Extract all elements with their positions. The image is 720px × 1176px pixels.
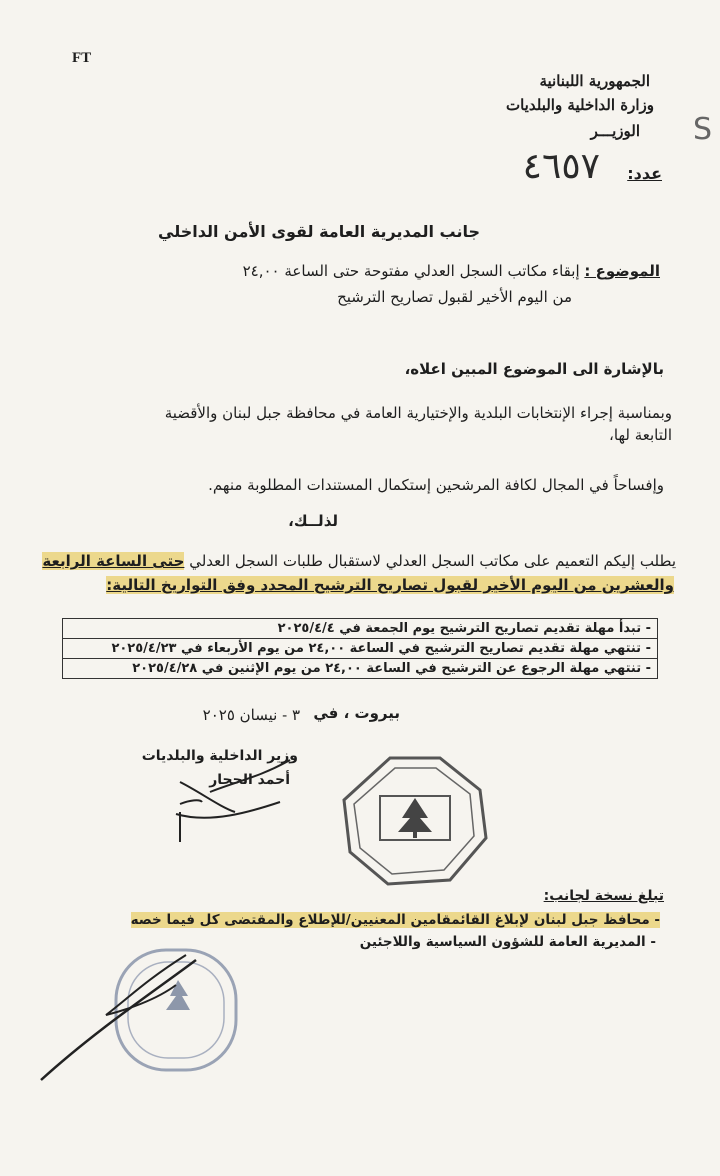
reference-line: بالإشارة الى الموضوع المبين اعلاه، xyxy=(404,360,664,378)
request-text-a: يطلب إليكم التعميم على مكاتب السجل العدلي لاستقبال طلبات السجل العدلي xyxy=(189,552,676,570)
occasion-line-1: وبمناسبة إجراء الإنتخابات البلدية والإختيارية العامة في محافظة جبل لبنان والأقضية xyxy=(164,404,672,422)
copies-item-1 xyxy=(131,912,660,928)
table-row xyxy=(63,619,658,639)
addressee: جانب المديرية العامة لقوى الأمن الداخلي xyxy=(158,222,480,241)
subject-line-1 xyxy=(243,262,660,280)
margin-handwritten-mark: S xyxy=(692,112,712,147)
occasion-line-2: التابعة لها، xyxy=(609,426,672,444)
number-label: عدد: xyxy=(627,164,662,183)
purpose-line: وإفساحاً في المجال لكافة المرشحين إستكمال المستندات المطلوبة منهم. xyxy=(208,476,664,494)
table-cell: - تنتهي مهلة تقديم تصاريح الترشيح في الساعة ٢٤,٠٠ من يوم الأربعاء في ٢٠٢٥/٤/٢٣ xyxy=(63,639,658,659)
dates-table xyxy=(62,618,658,679)
number-value: ٤٦٥٧ xyxy=(522,146,600,187)
place-label: بيروت ، في xyxy=(313,704,400,722)
table-row xyxy=(63,639,658,659)
subject-label: الموضوع : xyxy=(584,262,660,280)
request-text-b: حتى الساعة الرابعة xyxy=(42,552,185,570)
copies-item-2: - المديرية العامة للشؤون السياسية واللاجئين xyxy=(359,934,656,950)
round-stamp-icon xyxy=(36,940,246,1090)
request-line-2 xyxy=(106,576,674,594)
header-ministry: وزارة الداخلية والبلديات xyxy=(505,96,654,114)
request-text-2: والعشرين من اليوم الأخير لقبول تصاريح الترشيح المحدد وفق التواريخ التالية: xyxy=(106,576,674,594)
subject-line-2: من اليوم الأخير لقبول تصاريح الترشيح xyxy=(337,288,572,306)
place-date-value: ٣ - نيسان ٢٠٢٥ xyxy=(202,706,300,724)
therefore-line: لذلــك، xyxy=(288,512,338,530)
table-cell: - تنتهي مهلة الرجوع عن الترشيح في الساعة ٢٤,٠٠ من يوم الإثنين في ٢٠٢٥/٤/٢٨ xyxy=(63,659,658,679)
copies-title: تبلغ نسخة لجانب: xyxy=(543,888,664,904)
table-cell: - تبدأ مهلة تقديم تصاريح الترشيح يوم الجمعة في ٢٠٢٥/٤/٤ xyxy=(63,619,658,639)
signature-title: وزير الداخلية والبلديات xyxy=(141,748,298,764)
copies-item-1-text: - محافظ جبل لبنان لإبلاغ القائمقامين المعنيين/للإطلاع والمقتضى كل فيما خصه xyxy=(130,912,660,928)
subject-text-1: إبقاء مكاتب السجل العدلي مفتوحة حتى الساعة ٢٤,٠٠ xyxy=(242,262,580,280)
ft-mark: FT xyxy=(72,50,92,66)
signature-name: أحمد الحجار xyxy=(209,772,290,788)
request-line-1 xyxy=(42,552,676,570)
table-row xyxy=(63,659,658,679)
ministry-seal-icon xyxy=(340,752,490,892)
header-minister: الوزيـــر xyxy=(590,122,640,140)
signature-scribble-icon xyxy=(140,752,310,847)
header-republic: الجمهورية اللبنانية xyxy=(539,72,650,90)
